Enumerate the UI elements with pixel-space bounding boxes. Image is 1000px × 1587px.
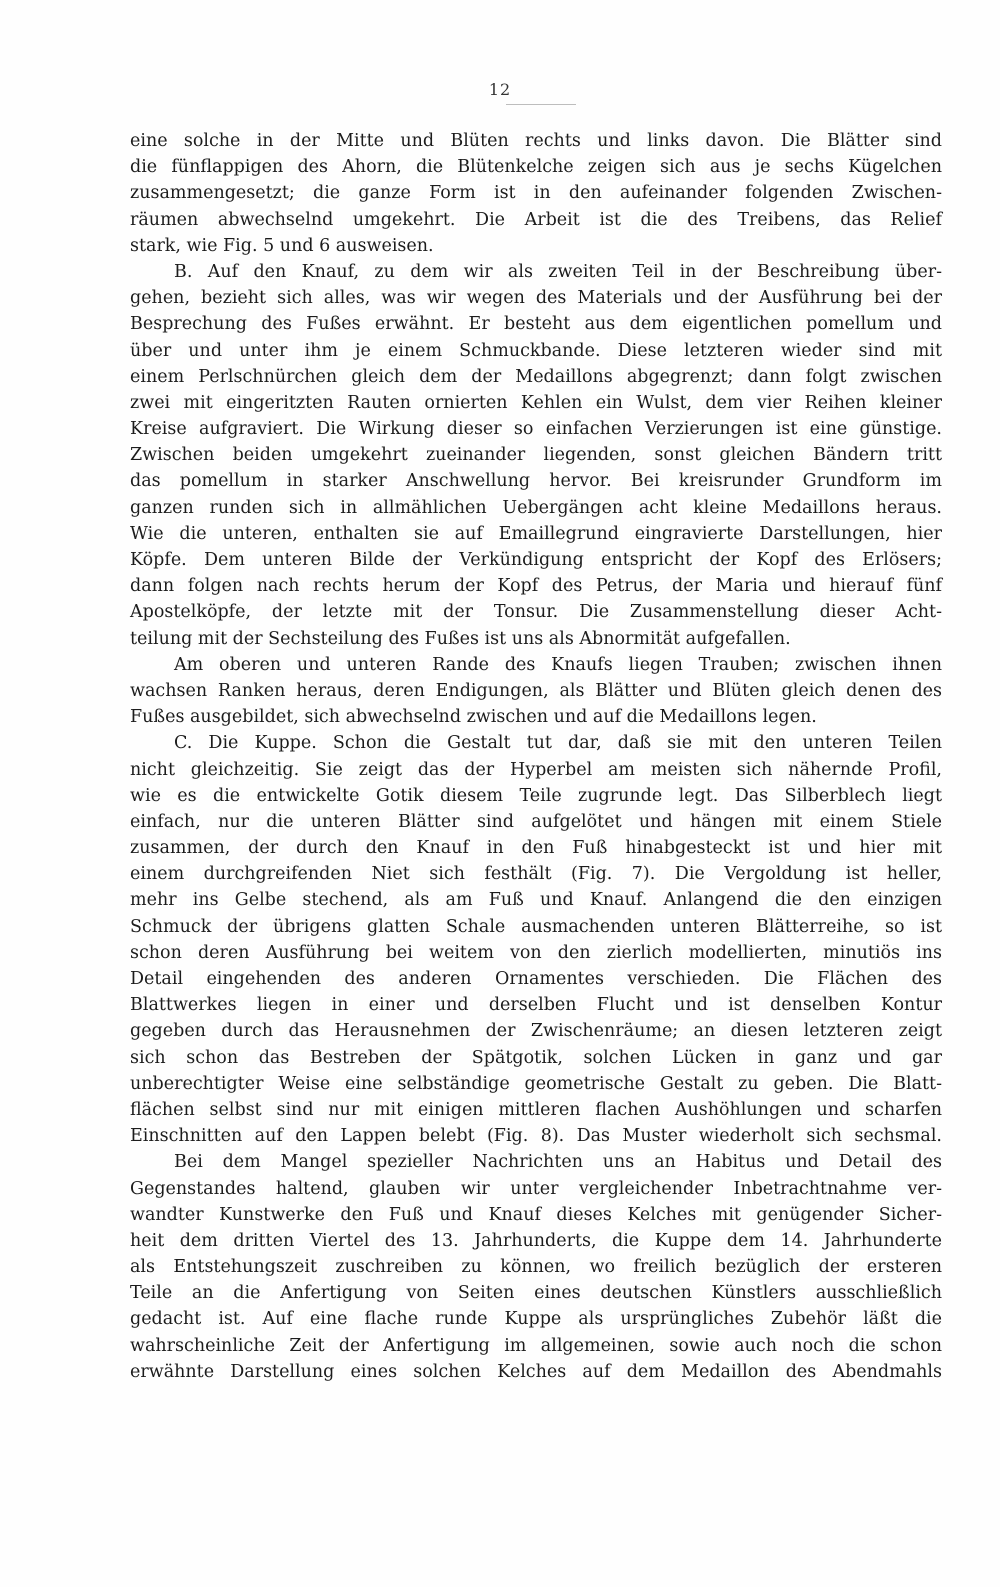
text-line: flächen selbst sind nur mit einigen mittleren flachen Aushöhlungen und scharfen xyxy=(130,1099,942,1120)
body-text xyxy=(130,128,942,1385)
page-number: 12 xyxy=(488,80,512,99)
text-line: B. Auf den Knauf, zu dem wir als zweiten Teil in der Beschreibung über- xyxy=(174,261,942,282)
text-line: ganzen runden sich in allmählichen Uebergängen acht kleine Medaillons heraus. xyxy=(130,497,942,518)
text-line: mehr ins Gelbe stechend, als am Fuß und Knauf. Anlangend die den einzigen xyxy=(130,890,942,911)
text-line: nicht gleichzeitig. Sie zeigt das der Hyperbel am meisten sich nähernde Profil, xyxy=(130,759,942,780)
text-line: Zwischen beiden umgekehrt zueinander liegenden, sonst gleichen Bändern tritt xyxy=(130,445,942,466)
text-line: Bei dem Mangel spezieller Nachrichten uns an Habitus und Detail des xyxy=(174,1152,942,1173)
text-line: Detail eingehenden des anderen Ornamentes verschieden. Die Flächen des xyxy=(130,969,942,989)
text-line: dann folgen nach rechts herum der Kopf des Petrus, der Maria und hierauf fünf xyxy=(130,576,942,597)
text-line: unberechtigter Weise eine selbständige geometrische Gestalt zu geben. Die Blatt- xyxy=(130,1073,942,1094)
text-line: erwähnte Darstellung eines solchen Kelches auf dem Medaillon des Abendmahls xyxy=(130,1361,942,1382)
text-line: Am oberen und unteren Rande des Knaufs liegen Trauben; zwischen ihnen xyxy=(174,654,942,675)
text-line: einem durchgreifenden Niet sich festhält (Fig. 7). Die Vergoldung ist heller, xyxy=(130,864,942,885)
text-line: Apostelköpfe, der letzte mit der Tonsur. Die Zusammenstellung dieser Acht- xyxy=(130,602,942,623)
text-line: schon deren Ausführung bei weitem von den zierlich modellierten, minutiös ins xyxy=(130,942,942,963)
text-line: eine solche in der Mitte und Blüten rechts und links davon. Die Blätter sind xyxy=(130,131,942,151)
text-line: Wie die unteren, enthalten sie auf Emaillegrund eingravierte Darstellungen, hier xyxy=(130,523,942,544)
text-line: einem Perlschnürchen gleich dem der Medaillons abgegrenzt; dann folgt zwischen xyxy=(130,366,942,387)
text-line: als Entstehungszeit zuschreiben zu können, wo freilich bezüglich der ersteren xyxy=(130,1257,942,1278)
text-line: Kreise aufgraviert. Die Wirkung dieser so einfachen Verzierungen ist eine günstige. xyxy=(130,419,942,440)
text-line: wandter Kunstwerke den Fuß und Knauf dieses Kelches mit genügender Sicher- xyxy=(130,1204,942,1225)
text-line: die fünflappigen des Ahorn, die Blütenkelche zeigen sich aus je sechs Kügelchen xyxy=(130,157,942,178)
text-line: einfach, nur die unteren Blätter sind aufgelötet und hängen mit einem Stiele xyxy=(130,811,942,832)
text-line: zusammengesetzt; die ganze Form ist in den aufeinander folgenden Zwischen- xyxy=(130,183,942,204)
text-line: gehen, bezieht sich alles, was wir wegen des Materials und der Ausführung bei der xyxy=(130,288,942,309)
text-line: Besprechung des Fußes erwähnt. Er besteht aus dem eigentlichen pomellum und xyxy=(130,314,942,335)
text-line: teilung mit der Sechsteilung des Fußes ist uns als Abnormität aufgefallen. xyxy=(130,628,791,649)
text-line: C. Die Kuppe. Schon die Gestalt tut dar, daß sie mit den unteren Teilen xyxy=(174,733,942,754)
text-line: stark, wie Fig. 5 und 6 ausweisen. xyxy=(130,235,434,256)
text-line: Gegenstandes haltend, glauben wir unter vergleichender Inbetrachtnahme ver- xyxy=(130,1178,942,1199)
text-line: das pomellum in starker Anschwellung hervor. Bei kreisrunder Grundform im xyxy=(130,471,942,492)
text-line: wachsen Ranken heraus, deren Endigungen, als Blätter und Blüten gleich denen des xyxy=(130,680,942,701)
text-line: Teile an die Anfertigung von Seiten eines deutschen Künstlers ausschließlich xyxy=(130,1283,942,1304)
text-line: räumen abwechselnd umgekehrt. Die Arbeit ist die des Treibens, das Relief xyxy=(130,209,942,230)
text-line: Blattwerkes liegen in einer und derselben Flucht und ist denselben Kontur xyxy=(130,995,942,1016)
text-line: sich schon das Bestreben der Spätgotik, solchen Lücken in ganz und gar xyxy=(130,1047,942,1068)
text-line: Schmuck der übrigens glatten Schale ausmachenden unteren Blätterreihe, so ist xyxy=(130,916,942,937)
page-number-rule xyxy=(506,104,576,105)
text-line: Köpfe. Dem unteren Bilde der Verkündigung entspricht der Kopf des Erlösers; xyxy=(130,550,942,570)
text-line: wahrscheinliche Zeit der Anfertigung im allgemeinen, sowie auch noch die schon xyxy=(130,1335,942,1356)
text-line: gegeben durch das Herausnehmen der Zwischenräume; an diesen letzteren zeigt xyxy=(130,1021,942,1042)
text-line: über und unter ihm je einem Schmuckbande. Diese letzteren wieder sind mit xyxy=(130,340,942,361)
text-line: heit dem dritten Viertel des 13. Jahrhunderts, die Kuppe dem 14. Jahrhunderte xyxy=(130,1230,942,1251)
text-line: gedacht ist. Auf eine flache runde Kuppe als ursprüngliches Zubehör läßt die xyxy=(130,1309,942,1330)
text-line: wie es die entwickelte Gotik diesem Teile zugrunde legt. Das Silberblech liegt xyxy=(130,785,942,806)
text-line: zusammen, der durch den Knauf in den Fuß hinabgesteckt ist und hier mit xyxy=(130,838,942,859)
text-line: Einschnitten auf den Lappen belebt (Fig. 8). Das Muster wiederholt sich sechsmal. xyxy=(130,1126,942,1147)
text-line: Fußes ausgebildet, sich abwechselnd zwischen und auf die Medaillons legen. xyxy=(130,707,817,728)
text-line: zwei mit eingeritzten Rauten ornierten Kehlen ein Wulst, dem vier Reihen kleiner xyxy=(130,392,942,413)
